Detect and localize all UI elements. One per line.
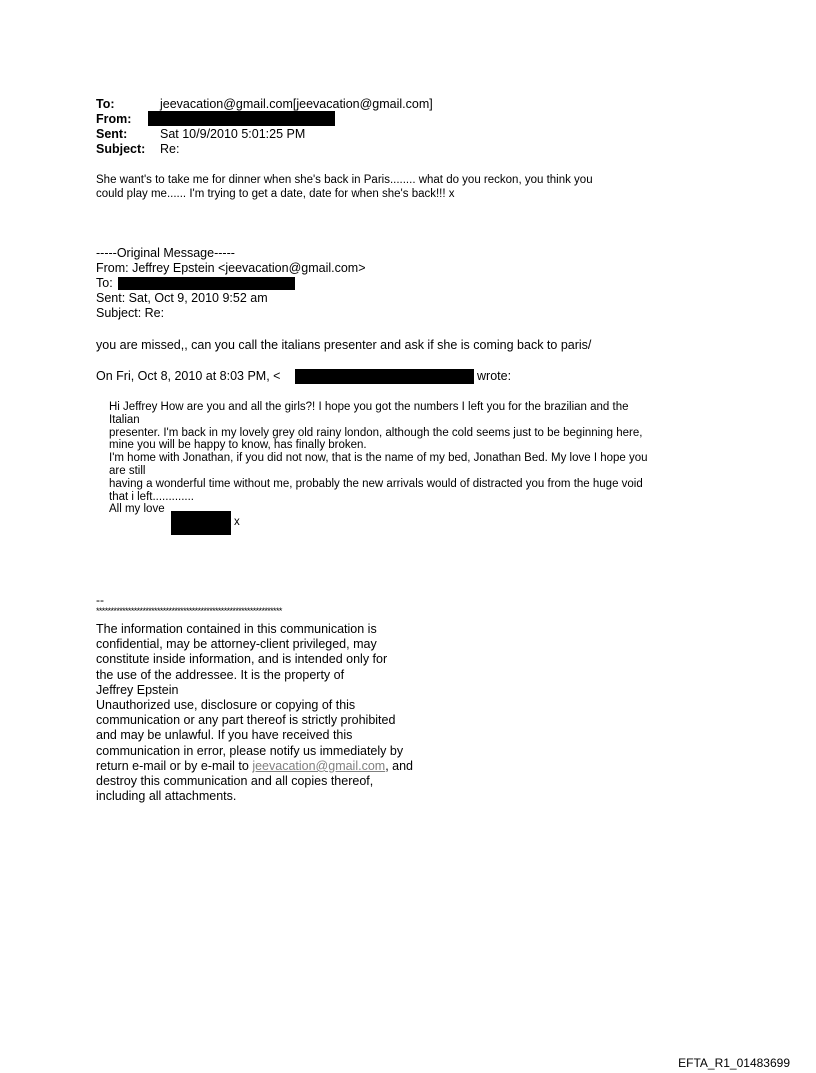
wrote-label: wrote: [477,369,512,383]
on-date-line [96,370,280,384]
disclaimer-line: and may be unlawful. If you have received this [96,728,353,743]
quoted-line: that i left............. [109,490,195,503]
quoted-line: presenter. I'm back in my lovely grey old rainy london, although the cold seems just to be beginning here, [109,426,643,439]
original-body: you are missed,, can you call the italians presenter and ask if she is coming back to paris/ [96,338,592,352]
quoted-message [109,401,709,516]
on-date-prefix: On Fri, Oct 8, 2010 at 8:03 PM, < [96,369,281,383]
document-id: EFTA_R1_01483699 [678,1056,790,1070]
subject-label: Subject: [96,142,146,156]
quoted-line: All my love [109,503,165,516]
disclaimer-line: confidential, may be attorney-client privileged, may [96,637,377,652]
from-label: From: [96,112,132,126]
disclaimer-line: constitute inside information, and is intended only for [96,652,388,667]
quoted-line: having a wonderful time without me, probably the new arrivals would of distracted you from the huge void [109,477,643,490]
original-sent: Sent: Sat, Oct 9, 2010 9:52 am [96,291,268,305]
sent-label: Sent: [96,127,128,141]
quoted-line: Hi Jeffrey How are you and all the girls?! I hope you got the numbers I left you for the brazilian and the [109,401,629,413]
redaction-to [118,277,295,290]
quoted-line: I'm home with Jonathan, if you did not now, that is the name of my bed, Jonathan Bed. My love I hope you [109,452,648,465]
disclaimer [96,622,413,804]
original-subject: Subject: Re: [96,306,165,320]
subject-value: Re: [160,142,180,156]
quoted-line: are still [109,464,146,477]
original-separator: -----Original Message----- [96,246,235,260]
disclaimer-line: communication in error, please notify us immediately by [96,743,404,758]
disclaimer-line: the use of the addressee. It is the property of [96,667,345,682]
reply-line: She want's to take me for dinner when she's back in Paris........ what do you reckon, you think you [96,174,593,186]
disclaimer-line: destroy this communication and all copies thereof, [96,774,374,789]
return-prefix: return e-mail or by e-mail to [96,758,253,773]
disclaimer-line: Unauthorized use, disclosure or copying of this [96,698,356,713]
reply-line: could play me...... I'm trying to get a date, date for when she's back!!! x [96,188,455,200]
signature-dashes: -- [96,593,104,607]
original-to: To: [96,276,113,290]
signature-stars: **************************************************************** [96,606,282,616]
quoted-line: Italian [109,413,140,426]
original-from: From: Jeffrey Epstein <jeevacation@gmail.com> [96,261,366,275]
disclaimer-line: including all attachments. [96,789,237,804]
redaction-sender [295,369,474,384]
disclaimer-line: Jeffrey Epstein [96,682,179,697]
closing-x: x [234,516,240,528]
quoted-line: mine you will be happy to know, has finally broken. [109,439,367,452]
sent-value: Sat 10/9/2010 5:01:25 PM [160,127,306,141]
disclaimer-line-email [96,759,413,774]
to-label: To: [96,97,115,111]
disclaimer-line: The information contained in this communication is [96,622,377,636]
email-link[interactable]: jeevacation@gmail.com [252,758,386,773]
to-value: jeevacation@gmail.com[jeevacation@gmail.com] [160,97,433,111]
redaction-signoff [171,511,231,535]
return-suffix: , and [385,758,414,773]
redaction-from [148,111,335,126]
disclaimer-line: communication or any part thereof is strictly prohibited [96,713,396,728]
